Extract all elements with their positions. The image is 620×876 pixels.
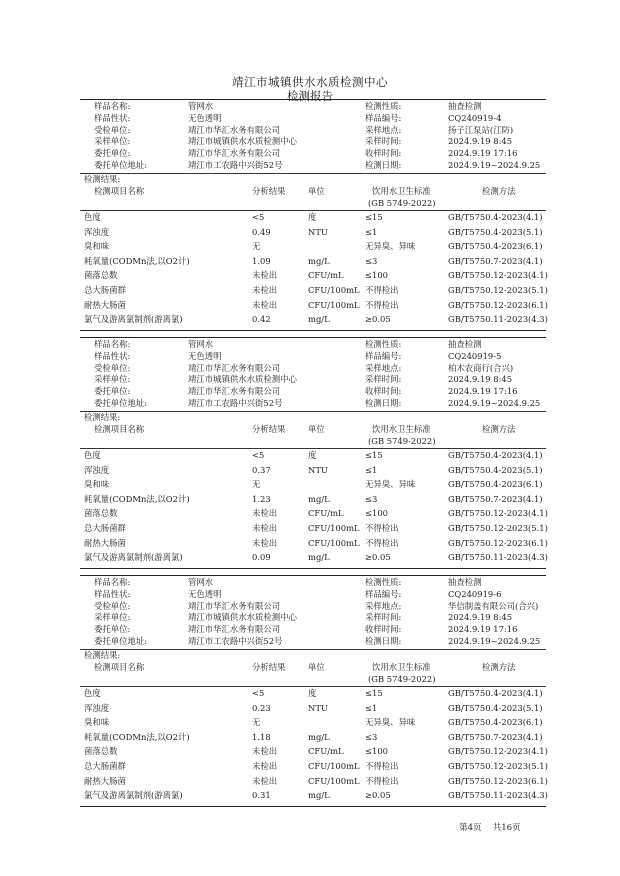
cell-standard: ≤15 [365,688,383,698]
value-test-date: 2024.9.19~2024.9.25 [448,160,541,170]
column-header-result: 分析结果 [252,424,286,434]
cell-standard: 不得检出 [365,285,399,295]
cell-method: GB/T5750.12-2023(6.1) [448,299,548,310]
label-sampling-unit: 采样单位: [94,612,131,623]
column-header-result: 分析结果 [252,186,286,196]
value-sample-property: 无色透明 [188,588,222,599]
column-header-method: 检测方法 [482,424,516,434]
label-sampling-time: 采样时间: [365,612,402,623]
cell-result: 1.23 [252,493,271,504]
cell-unit: mg/L [308,314,330,325]
cell-method: GB/T5750.4-2023(4.1) [448,688,543,698]
rule-line [80,173,546,174]
column-header-standard: 饮用水卫生标准 [372,662,431,672]
cell-result: 0.42 [252,314,271,325]
column-header-result: 分析结果 [252,662,286,672]
table-row [80,285,546,297]
column-header-unit: 单位 [308,662,325,672]
table-row [80,270,546,282]
label-sampling-site: 采样地点: [365,124,402,135]
column-header-standard: 饮用水卫生标准 [372,424,431,434]
column-header-unit: 单位 [308,186,325,196]
cell-method: GB/T5750.12-2023(6.1) [448,775,548,786]
label-test-nature: 检测性质: [365,577,402,587]
cell-item-name: 总大肠菌群 [84,285,126,295]
value-sampling-site: 柏木农商行(合兴) [448,362,514,373]
value-sample-name: 管网水 [188,101,214,111]
value-test-date: 2024.9.19~2024.9.25 [448,636,541,646]
cell-unit: 度 [308,212,317,222]
value-client-address: 靖江市工农路中兴街52号 [188,398,283,408]
cell-result: 0.37 [252,464,271,475]
value-client-unit: 靖江市华汇水务有限公司 [188,624,281,635]
cell-method: GB/T5750.7-2023(4.1) [448,493,543,504]
cell-item-name: 浑浊度 [84,464,110,475]
label-sample-property: 样品性状: [94,112,131,123]
cell-method: GB/T5750.12-2023(5.1) [448,285,548,295]
sample-block [80,336,546,576]
cell-unit: mg/L [308,790,330,801]
cell-method: GB/T5750.11-2023(4.3) [448,552,548,563]
cell-standard: 不得检出 [365,537,399,548]
cell-item-name: 耗氧量(CODMn法,以O2计) [84,255,190,266]
table-row [80,256,546,268]
results-heading: 检测结果: [84,412,121,422]
cell-method: GB/T5750.12-2023(4.1) [448,508,548,519]
label-received-time: 收样时间: [365,624,402,635]
cell-item-name: 菌落总数 [84,746,118,757]
cell-standard: 不得检出 [365,761,399,771]
cell-result: 未检出 [252,746,278,757]
cell-unit: CFU/100mL [308,761,360,771]
value-client-address: 靖江市工农路中兴街52号 [188,160,283,170]
table-row [80,746,546,758]
column-header-item: 检测项目名称 [94,424,145,434]
cell-result: <5 [252,450,265,460]
cell-item-name: 总大肠菌群 [84,761,126,771]
cell-unit: mg/L [308,552,330,563]
report-title: 检测报告 [287,89,333,103]
cell-item-name: 色度 [84,450,101,460]
cell-unit: CFU/100mL [308,285,360,295]
value-sampling-unit: 靖江市城镇供水水质检测中心 [188,374,297,385]
cell-unit: CFU/mL [308,270,344,281]
cell-standard: ≥0.05 [365,790,391,801]
label-inspected-unit: 受检单位: [94,124,131,135]
table-row [80,314,546,326]
cell-result: 无 [252,717,261,728]
column-header-method: 检测方法 [482,186,516,196]
cell-method: GB/T5750.7-2023(4.1) [448,255,543,266]
cell-standard: 不得检出 [365,299,399,310]
cell-result: 未检出 [252,761,278,771]
label-sample-id: 样品编号: [365,588,402,599]
label-test-date: 检测日期: [365,398,402,408]
table-row [80,790,546,802]
rule-line [80,575,546,576]
cell-result: 1.09 [252,255,271,266]
label-client-address: 委托单位地址: [94,398,148,408]
cell-method: GB/T5750.12-2023(6.1) [448,537,548,548]
table-row [80,479,546,491]
cell-result: 1.18 [252,731,271,742]
rule-line [80,411,546,412]
label-sampling-time: 采样时间: [365,374,402,385]
cell-standard: ≥0.05 [365,552,391,563]
value-sample-name: 管网水 [188,339,214,349]
table-row [80,732,546,744]
table-row [80,776,546,788]
column-header-item: 检测项目名称 [94,186,145,196]
rule-line [80,330,546,331]
cell-standard: ≤3 [365,731,378,742]
label-sampling-unit: 采样单位: [94,136,131,147]
cell-unit: CFU/100mL [308,775,360,786]
label-client-unit: 委托单位: [94,148,131,159]
value-sampling-unit: 靖江市城镇供水水质检测中心 [188,136,297,147]
table-row [80,508,546,520]
cell-result: 未检出 [252,508,278,519]
value-sampling-site: 华信制盖有限公司(合兴) [448,600,539,611]
value-test-nature: 抽查检测 [448,577,482,587]
cell-unit: 度 [308,688,317,698]
table-row [80,300,546,312]
results-heading: 检测结果: [84,650,121,660]
cell-result: 0.49 [252,226,271,237]
value-sample-id: CQ240919-6 [448,588,502,599]
cell-standard: 不得检出 [365,775,399,786]
cell-unit: CFU/100mL [308,523,360,533]
cell-unit: mg/L [308,731,330,742]
cell-item-name: 总大肠菌群 [84,523,126,533]
rule-line [80,210,546,211]
value-received-time: 2024.9.19 17:16 [448,148,518,159]
table-row [80,538,546,550]
column-header-item: 检测项目名称 [94,662,145,672]
cell-standard: ≤100 [365,508,389,519]
cell-unit: CFU/mL [308,508,344,519]
label-sample-property: 样品性状: [94,350,131,361]
cell-method: GB/T5750.12-2023(5.1) [448,761,548,771]
column-header-standard: 饮用水卫生标准 [372,186,431,196]
cell-method: GB/T5750.4-2023(6.1) [448,241,543,252]
cell-method: GB/T5750.12-2023(5.1) [448,523,548,533]
value-sample-name: 管网水 [188,577,214,587]
cell-unit: 度 [308,450,317,460]
cell-unit: CFU/mL [308,746,344,757]
label-test-nature: 检测性质: [365,339,402,349]
label-sampling-time: 采样时间: [365,136,402,147]
value-sampling-site: 扬子江泵站(江防) [448,124,514,135]
cell-method: GB/T5750.4-2023(6.1) [448,717,543,728]
cell-standard: ≤100 [365,746,389,757]
label-sampling-site: 采样地点: [365,600,402,611]
page-total: 共16页 [492,823,521,833]
cell-item-name: 臭和味 [84,241,110,252]
label-received-time: 收样时间: [365,386,402,397]
cell-method: GB/T5750.12-2023(4.1) [448,270,548,281]
cell-standard: 无异臭、异味 [365,241,416,252]
cell-unit: NTU [308,702,328,713]
cell-item-name: 耗氧量(CODMn法,以O2计) [84,493,190,504]
cell-item-name: 耐热大肠菌 [84,537,126,548]
cell-result: <5 [252,212,265,222]
cell-item-name: 耗氧量(CODMn法,以O2计) [84,731,190,742]
rule-line [80,568,546,569]
label-client-address: 委托单位地址: [94,636,148,646]
cell-item-name: 氯气及游离氯制剂(游离氯) [84,790,183,801]
cell-standard: ≤15 [365,212,383,222]
rule-line [80,337,546,338]
cell-standard: 无异臭、异味 [365,717,416,728]
value-inspected-unit: 靖江市华汇水务有限公司 [188,600,281,611]
cell-result: 0.23 [252,702,271,713]
cell-result: 0.31 [252,790,271,801]
label-client-unit: 委托单位: [94,386,131,397]
cell-unit: CFU/100mL [308,299,360,310]
cell-standard: ≤3 [365,255,378,266]
rule-line [80,806,546,807]
cell-item-name: 氯气及游离氯制剂(游离氯) [84,552,183,563]
column-header-unit: 单位 [308,424,325,434]
label-test-date: 检测日期: [365,636,402,646]
cell-unit: mg/L [308,493,330,504]
table-row [80,552,546,564]
value-sampling-time: 2024.9.19 8:45 [448,374,513,385]
table-row [80,450,546,462]
table-row [80,227,546,239]
cell-method: GB/T5750.4-2023(4.1) [448,212,543,222]
table-row [80,523,546,535]
value-sampling-unit: 靖江市城镇供水水质检测中心 [188,612,297,623]
cell-result: 未检出 [252,270,278,281]
column-header-standard-ref: (GB 5749-2022) [368,436,436,446]
value-test-nature: 抽查检测 [448,339,482,349]
cell-result: 未检出 [252,537,278,548]
cell-standard: ≤1 [365,702,378,713]
value-inspected-unit: 靖江市华汇水务有限公司 [188,124,281,135]
cell-standard: ≤3 [365,493,378,504]
value-client-unit: 靖江市华汇水务有限公司 [188,386,281,397]
value-client-unit: 靖江市华汇水务有限公司 [188,148,281,159]
label-sampling-unit: 采样单位: [94,374,131,385]
table-row [80,241,546,253]
cell-item-name: 色度 [84,212,101,222]
table-row [80,703,546,715]
cell-standard: ≤1 [365,464,378,475]
cell-standard: 无异臭、异味 [365,479,416,490]
cell-method: GB/T5750.12-2023(4.1) [448,746,548,757]
cell-method: GB/T5750.4-2023(4.1) [448,450,543,460]
cell-method: GB/T5750.11-2023(4.3) [448,790,548,801]
label-sample-property: 样品性状: [94,588,131,599]
cell-standard: ≤1 [365,226,378,237]
cell-method: GB/T5750.4-2023(5.1) [448,226,543,237]
cell-result: 未检出 [252,523,278,533]
label-sample-name: 样品名称: [94,339,131,349]
label-received-time: 收样时间: [365,148,402,159]
cell-result: 未检出 [252,299,278,310]
cell-result: 无 [252,241,261,252]
cell-item-name: 浑浊度 [84,702,110,713]
label-client-address: 委托单位地址: [94,160,148,170]
cell-item-name: 耐热大肠菌 [84,299,126,310]
value-test-nature: 抽查检测 [448,101,482,111]
column-header-standard-ref: (GB 5749-2022) [368,674,436,684]
cell-item-name: 臭和味 [84,717,110,728]
cell-unit: NTU [308,464,328,475]
cell-item-name: 氯气及游离氯制剂(游离氯) [84,314,183,325]
label-sampling-site: 采样地点: [365,362,402,373]
value-sample-id: CQ240919-5 [448,350,502,361]
rule-line [80,448,546,449]
cell-result: 0.09 [252,552,271,563]
label-sample-name: 样品名称: [94,101,131,111]
cell-unit: NTU [308,226,328,237]
rule-line [80,99,546,100]
value-sampling-time: 2024.9.19 8:45 [448,612,513,623]
label-sample-id: 样品编号: [365,112,402,123]
cell-result: 未检出 [252,775,278,786]
label-inspected-unit: 受检单位: [94,362,131,373]
label-inspected-unit: 受检单位: [94,600,131,611]
value-sample-property: 无色透明 [188,350,222,361]
cell-standard: ≤100 [365,270,389,281]
cell-unit: CFU/100mL [308,537,360,548]
cell-item-name: 耐热大肠菌 [84,775,126,786]
label-sample-name: 样品名称: [94,577,131,587]
cell-standard: ≤15 [365,450,383,460]
rule-line [80,649,546,650]
table-row [80,688,546,700]
table-row [80,717,546,729]
cell-item-name: 菌落总数 [84,508,118,519]
cell-method: GB/T5750.11-2023(4.3) [448,314,548,325]
cell-result: <5 [252,688,265,698]
cell-method: GB/T5750.4-2023(5.1) [448,464,543,475]
cell-result: 未检出 [252,285,278,295]
rule-line [80,686,546,687]
cell-unit: mg/L [308,255,330,266]
cell-item-name: 臭和味 [84,479,110,490]
table-row [80,494,546,506]
label-sample-id: 样品编号: [365,350,402,361]
label-test-date: 检测日期: [365,160,402,170]
column-header-standard-ref: (GB 5749-2022) [368,198,436,208]
table-row [80,212,546,224]
cell-method: GB/T5750.7-2023(4.1) [448,731,543,742]
value-sampling-time: 2024.9.19 8:45 [448,136,513,147]
value-received-time: 2024.9.19 17:16 [448,386,518,397]
page-number: 第4页 [459,823,482,833]
value-sample-property: 无色透明 [188,112,222,123]
value-client-address: 靖江市工农路中兴街52号 [188,636,283,646]
results-heading: 检测结果: [84,174,121,184]
cell-standard: ≥0.05 [365,314,391,325]
value-inspected-unit: 靖江市华汇水务有限公司 [188,362,281,373]
cell-method: GB/T5750.4-2023(5.1) [448,702,543,713]
report-org-title: 靖江市城镇供水水质检测中心 [232,75,388,89]
page-footer [459,821,521,833]
table-row [80,465,546,477]
table-row [80,761,546,773]
label-test-nature: 检测性质: [365,101,402,111]
label-client-unit: 委托单位: [94,624,131,635]
cell-method: GB/T5750.4-2023(6.1) [448,479,543,490]
sample-block [80,574,546,814]
column-header-method: 检测方法 [482,662,516,672]
cell-standard: 不得检出 [365,523,399,533]
cell-item-name: 菌落总数 [84,270,118,281]
value-received-time: 2024.9.19 17:16 [448,624,518,635]
cell-item-name: 浑浊度 [84,226,110,237]
cell-item-name: 色度 [84,688,101,698]
value-test-date: 2024.9.19~2024.9.25 [448,398,541,408]
cell-result: 无 [252,479,261,490]
value-sample-id: CQ240919-4 [448,112,502,123]
sample-block [80,98,546,338]
